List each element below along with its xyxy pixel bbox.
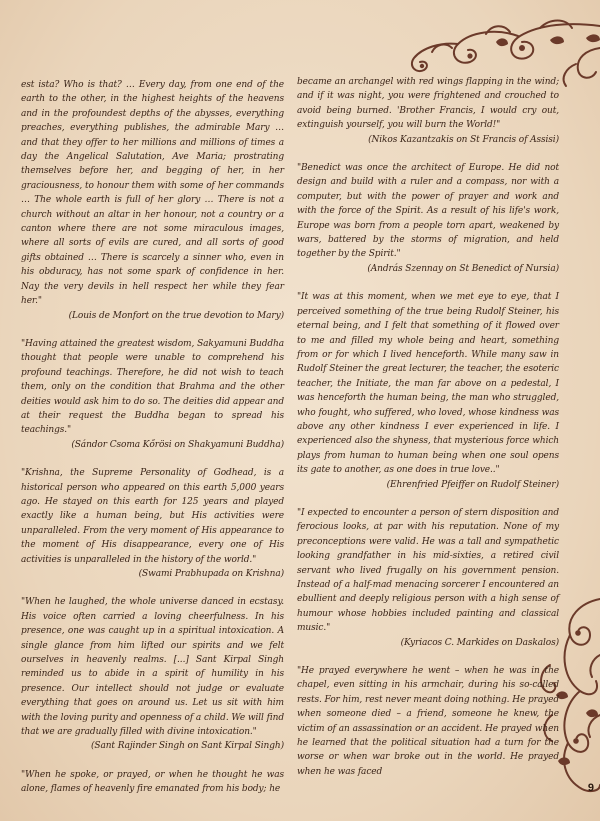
quote-text: "I expected to encounter a person of stern disposition and ferocious looks, at par with his reputation. None of my preconceptions were valid. He was a tall and sympathetic looking grandfather in his mid-sixties, a retired civil servant who lived frugally on his government pension. Instead of a half-mad menacing sorcerer I encountered an ebullient and deeply religious person with a high sense of humour whose hobbies included painting and classical music." [297, 507, 559, 634]
quote-pfeiffer [297, 290, 559, 492]
quote-attribution: (Sant Rajinder Singh on Sant Kirpal Singh) [90, 741, 284, 752]
quote-prayer [297, 664, 559, 779]
quote-attribution: (Sándor Csoma Kőrösi on Shakyamuni Buddha) [71, 439, 284, 450]
quote-attribution: (Swami Prabhupada on Krishna) [138, 569, 284, 579]
quote-text: "When he laughed, the whole universe danced in ecstasy. His voice often carried a loving cheerfulness. In his presence, one was caught up in a spiritual intoxication. A single glance from him lifted our spirits and we felt ourselves in heavenly realms. [...] Sant Kirpal Singh reminded us to abide in a spirit of humility in his presence. Our intellect should not judge or evaluate everything that goes on around us. Let us sit with him with the loving purity and openness of a child. We will find that we are gradually filled with divine intoxication." [21, 597, 284, 738]
quote-text: "Krishna, the Supreme Personality of Godhead, is a historical person who appeared on this earth 5,000 years ago. He stayed on this earth for 125 years and played exactly like a human being, but His activities were unparalleled. From the very moment of His appearance to the moment of His disappearance, every one of His activities is unparalleled in the history of the world." [21, 468, 284, 565]
right-column [297, 78, 559, 793]
quote-kazantzakis-start [21, 768, 284, 797]
quote-text: "Benedict was once the architect of Europe. He did not design and build with a ruler and a compass, nor with a computer, but with the power of prayer and work and with the force of the Spirit. As a result of his life's work, Europe was born from a people torn apart, weakened by wars, battered by the storms of migration, and held together by the Spirit." [297, 163, 559, 260]
quote-attribution: (András Szennay on St Benedict of Nursia) [367, 263, 559, 274]
quote-markides [297, 506, 559, 650]
quote-de-monfort [21, 78, 284, 323]
page-number: 9 [587, 782, 594, 794]
quote-text: "He prayed everywhere he went – when he was in the chapel, even sitting in his armchair, during his so-called rests. For him, rest never meant doing nothing. He prayed when someone died – a friend, someone he knew, the victim of an assassination or an accident. He prayed when he learned that the political situation had a turn for the worse or when war broke out in the world. He prayed when he was faced [297, 666, 559, 777]
quote-text: "Having attained the greatest wisdom, Sakyamuni Buddha thought that people were unable to comprehend his profound teachings. Therefore, he did not wish to teach them, only on the condition that Brahma and the other deities would ask him to do so. The deities did appear and at their request the Buddha began to spread his teachings." [21, 338, 284, 436]
quote-text: "It was at this moment, when we met eye to eye, that I perceived something of the true being Rudolf Steiner, his eternal being, and I felt that something of it flowed over to me and filled my whole being and heart, something from or for which I lived henceforth. While many saw in Rudolf Steiner the great lecturer, the teacher, the esoteric teacher, the Initiate, the man far above on a pedestal, I was henceforth the human being, the man who struggled, who fought, who suffered, who loved, whose kindness was above any other kindness I ever experienced in life. I experienced also the shyness, that mysterious force which plays from human to human being when one soul opens its gate to another, as one does in true love.." [297, 292, 559, 476]
quote-csoma [21, 337, 284, 452]
quote-attribution: (Louis de Monfort on the true devotion to Mary) [68, 310, 284, 321]
quote-kazantzakis-end [297, 75, 559, 147]
left-column [21, 78, 284, 811]
quote-text: est ista? Who is that? … Every day, from one end of the earth to the other, in the highest heights of the heavens and in the profoundest depths of the abysses, everything preaches, everything publishes, the admirable Mary … and that they offer to her millions and millions of times a day the Angelical Salutation, Ave Maria; prostrating themselves before her, and begging of her, in her graciousness, to honour them with some of her commands … The whole earth is full of her glory … There is not a church without an altar in her honour, not a country or a canton where there are not some miraculous images, where all sorts of evils are cured, and all sorts of good gifts obtained … There is scarcely a sinner who, even in his obduracy, has not some spark of confidence in her. Nay the very devils in hell respect her while they fear her." [21, 80, 284, 307]
quote-attribution: (Nikos Kazantzakis on St Francis of Assisi) [368, 134, 559, 145]
quote-text: "When he spoke, or prayed, or when he thought he was alone, flames of heavenly fire emanated from his body; he [21, 769, 284, 795]
quote-attribution: (Kyriacos C. Markides on Daskalos) [400, 637, 559, 648]
quote-szennay [297, 161, 559, 276]
quote-text: became an archangel with red wings flapping in the wind; and if it was night, you were frightened and crouched to avoid being burned. 'Brother Francis, I would cry out, extinguish yourself, you will burn the World!" [297, 77, 559, 131]
quote-attribution: (Ehrenfried Pfeiffer on Rudolf Steiner) [386, 479, 559, 490]
quote-prabhupada [21, 466, 284, 581]
quote-rajinder-singh [21, 595, 284, 753]
